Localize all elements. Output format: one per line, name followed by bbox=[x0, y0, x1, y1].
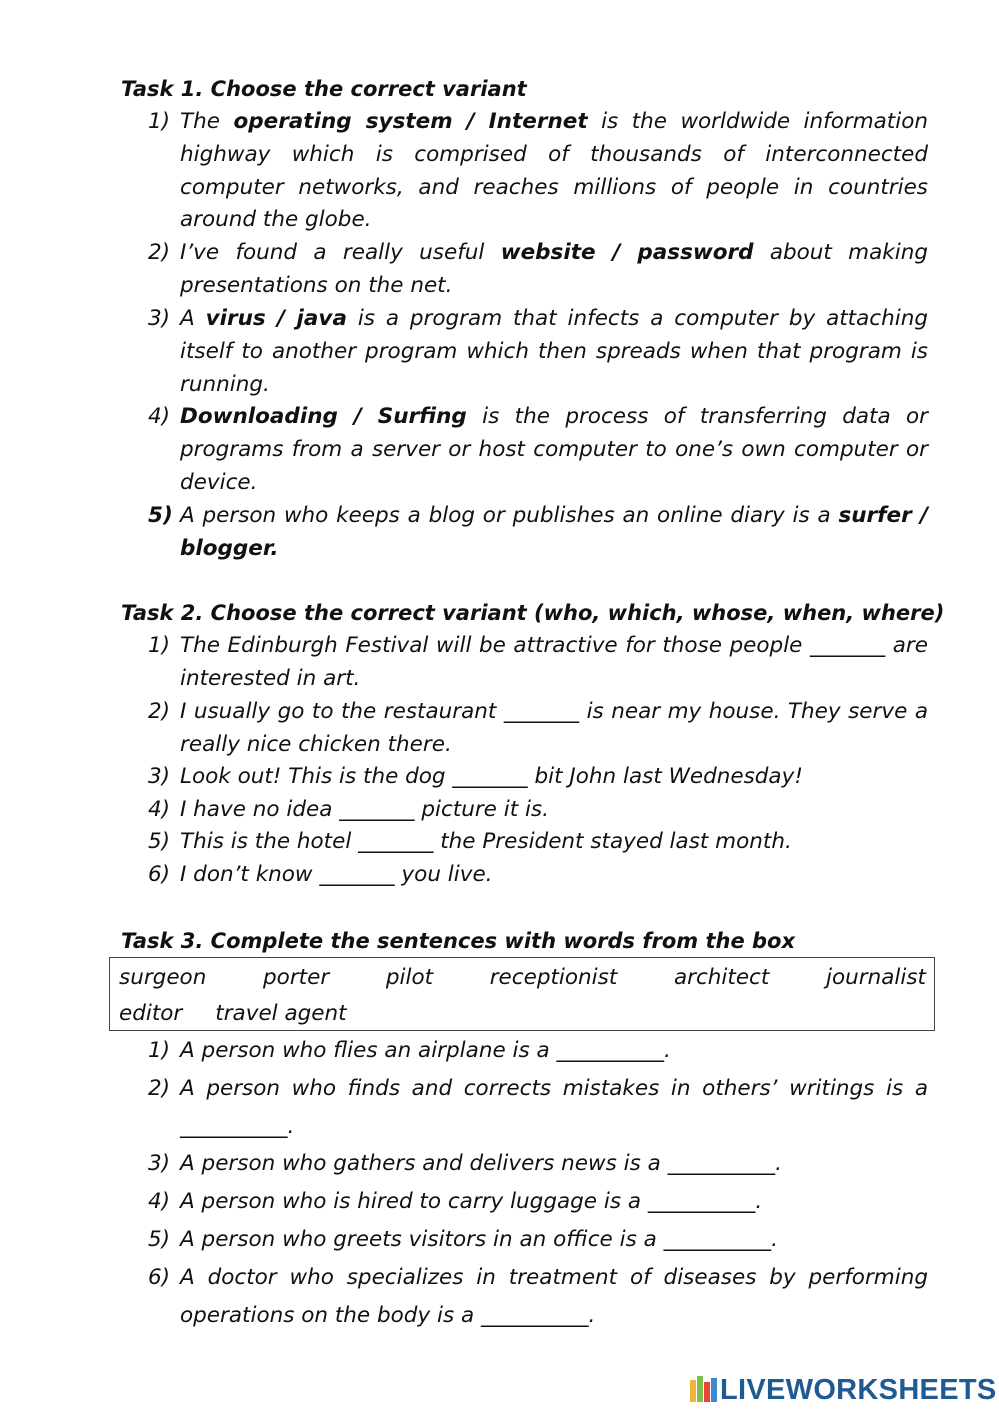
task1-title: Task 1. Choose the correct variant bbox=[121, 77, 527, 101]
liveworksheets-logo bbox=[690, 1374, 997, 1406]
item-text[interactable]: Look out! This is the dog _______ bit John last Wednesday! bbox=[180, 764, 803, 789]
item-number: 3) bbox=[148, 1151, 171, 1176]
liveworksheets-logo-icon bbox=[690, 1376, 718, 1404]
task3-title: Task 3. Complete the sentences with words from the box bbox=[121, 929, 796, 953]
item-number: 6) bbox=[148, 862, 171, 887]
item-number: 6) bbox=[148, 1265, 171, 1290]
word-option: surgeon bbox=[119, 964, 207, 990]
item-number: 3) bbox=[148, 764, 171, 789]
item-text: I’ve found a really useful bbox=[180, 240, 501, 265]
item-text[interactable]: This is the hotel _______ the President stayed last month. bbox=[180, 829, 792, 854]
item-number: 1) bbox=[148, 633, 171, 658]
item-number: 5) bbox=[148, 503, 173, 528]
item-number: 5) bbox=[148, 829, 171, 854]
item-text: is the worldwide information highway which is comprised of thousands of interconnected computer networks, and reaches millions of people in countries around the globe. bbox=[180, 109, 928, 233]
item-number: 5) bbox=[148, 1227, 171, 1252]
item-number: 2) bbox=[148, 240, 171, 265]
word-option: receptionist bbox=[489, 964, 618, 990]
answer-choice[interactable]: surfer / blogger. bbox=[180, 503, 928, 561]
task1-item-3 bbox=[148, 303, 928, 401]
item-text[interactable]: A person who gathers and delivers news is a __________. bbox=[180, 1151, 783, 1176]
word-box-row bbox=[119, 960, 926, 994]
task1-item-2 bbox=[148, 237, 928, 303]
task1-item-4 bbox=[148, 401, 928, 499]
task2-item-3 bbox=[148, 761, 928, 794]
task1-item-5 bbox=[148, 500, 928, 566]
word-option: pilot bbox=[385, 964, 434, 990]
task1-item-1 bbox=[148, 106, 928, 237]
task2-item-6 bbox=[148, 859, 928, 892]
task3-item-2 bbox=[148, 1070, 928, 1146]
word-option: editor bbox=[119, 1000, 183, 1026]
item-number: 4) bbox=[148, 797, 171, 822]
item-number: 2) bbox=[148, 1076, 171, 1101]
item-number: 4) bbox=[148, 404, 171, 429]
item-number: 1) bbox=[148, 1038, 171, 1063]
task2-title: Task 2. Choose the correct variant (who, which, whose, when, where) bbox=[121, 601, 945, 625]
item-text: A bbox=[180, 306, 206, 331]
item-text: A person who keeps a blog or publishes an online diary is a bbox=[180, 503, 839, 528]
item-number: 1) bbox=[148, 109, 171, 134]
item-text: The bbox=[180, 109, 234, 134]
task2-item-4 bbox=[148, 794, 928, 827]
word-option: travel agent bbox=[215, 1000, 347, 1026]
task3-item-3 bbox=[148, 1145, 928, 1183]
answer-choice[interactable]: Downloading / Surfing bbox=[180, 404, 467, 429]
word-box bbox=[109, 957, 935, 1031]
task2-item-2 bbox=[148, 696, 928, 762]
task3-item-1 bbox=[148, 1032, 928, 1070]
item-text: is a program that infects a computer by attaching itself to another program which then spreads when that program is running. bbox=[180, 306, 928, 397]
item-text[interactable]: A person who is hired to carry luggage is a __________. bbox=[180, 1189, 763, 1214]
word-box-row bbox=[119, 996, 347, 1030]
liveworksheets-brand: LIVEWORKSHEETS bbox=[720, 1373, 997, 1406]
item-text[interactable]: A person who finds and corrects mistakes in others’ writings is a __________. bbox=[180, 1076, 928, 1139]
answer-choice[interactable]: virus / java bbox=[205, 306, 347, 331]
item-text[interactable]: A person who flies an airplane is a __________. bbox=[180, 1038, 671, 1063]
answer-choice[interactable]: operating system / Internet bbox=[233, 109, 588, 134]
answer-choice[interactable]: website / password bbox=[500, 240, 754, 265]
item-text[interactable]: I usually go to the restaurant _______ is near my house. They serve a really nice chicken there. bbox=[180, 699, 928, 757]
task2-item-1 bbox=[148, 630, 928, 696]
task2-item-5 bbox=[148, 826, 928, 859]
item-number: 4) bbox=[148, 1189, 171, 1214]
item-text[interactable]: The Edinburgh Festival will be attractive for those people _______ are interested in art. bbox=[180, 633, 928, 691]
item-number: 3) bbox=[148, 306, 171, 331]
word-option: architect bbox=[673, 964, 770, 990]
item-text[interactable]: A doctor who specializes in treatment of diseases by performing operations on the body is a __________. bbox=[180, 1265, 928, 1328]
item-text[interactable]: I have no idea _______ picture it is. bbox=[180, 797, 549, 822]
item-number: 2) bbox=[148, 699, 171, 724]
task3-item-5 bbox=[148, 1221, 928, 1259]
item-text[interactable]: A person who greets visitors in an office is a __________. bbox=[180, 1227, 778, 1252]
item-text: is the process of transferring data or programs from a server or host computer to one’s own computer or device. bbox=[180, 404, 928, 495]
word-option: journalist bbox=[826, 964, 926, 990]
item-text: about making presentations on the net. bbox=[180, 240, 929, 298]
task3-item-6 bbox=[148, 1259, 928, 1335]
task3-item-4 bbox=[148, 1183, 928, 1221]
item-text[interactable]: I don’t know _______ you live. bbox=[180, 862, 493, 887]
word-option: porter bbox=[263, 964, 330, 990]
